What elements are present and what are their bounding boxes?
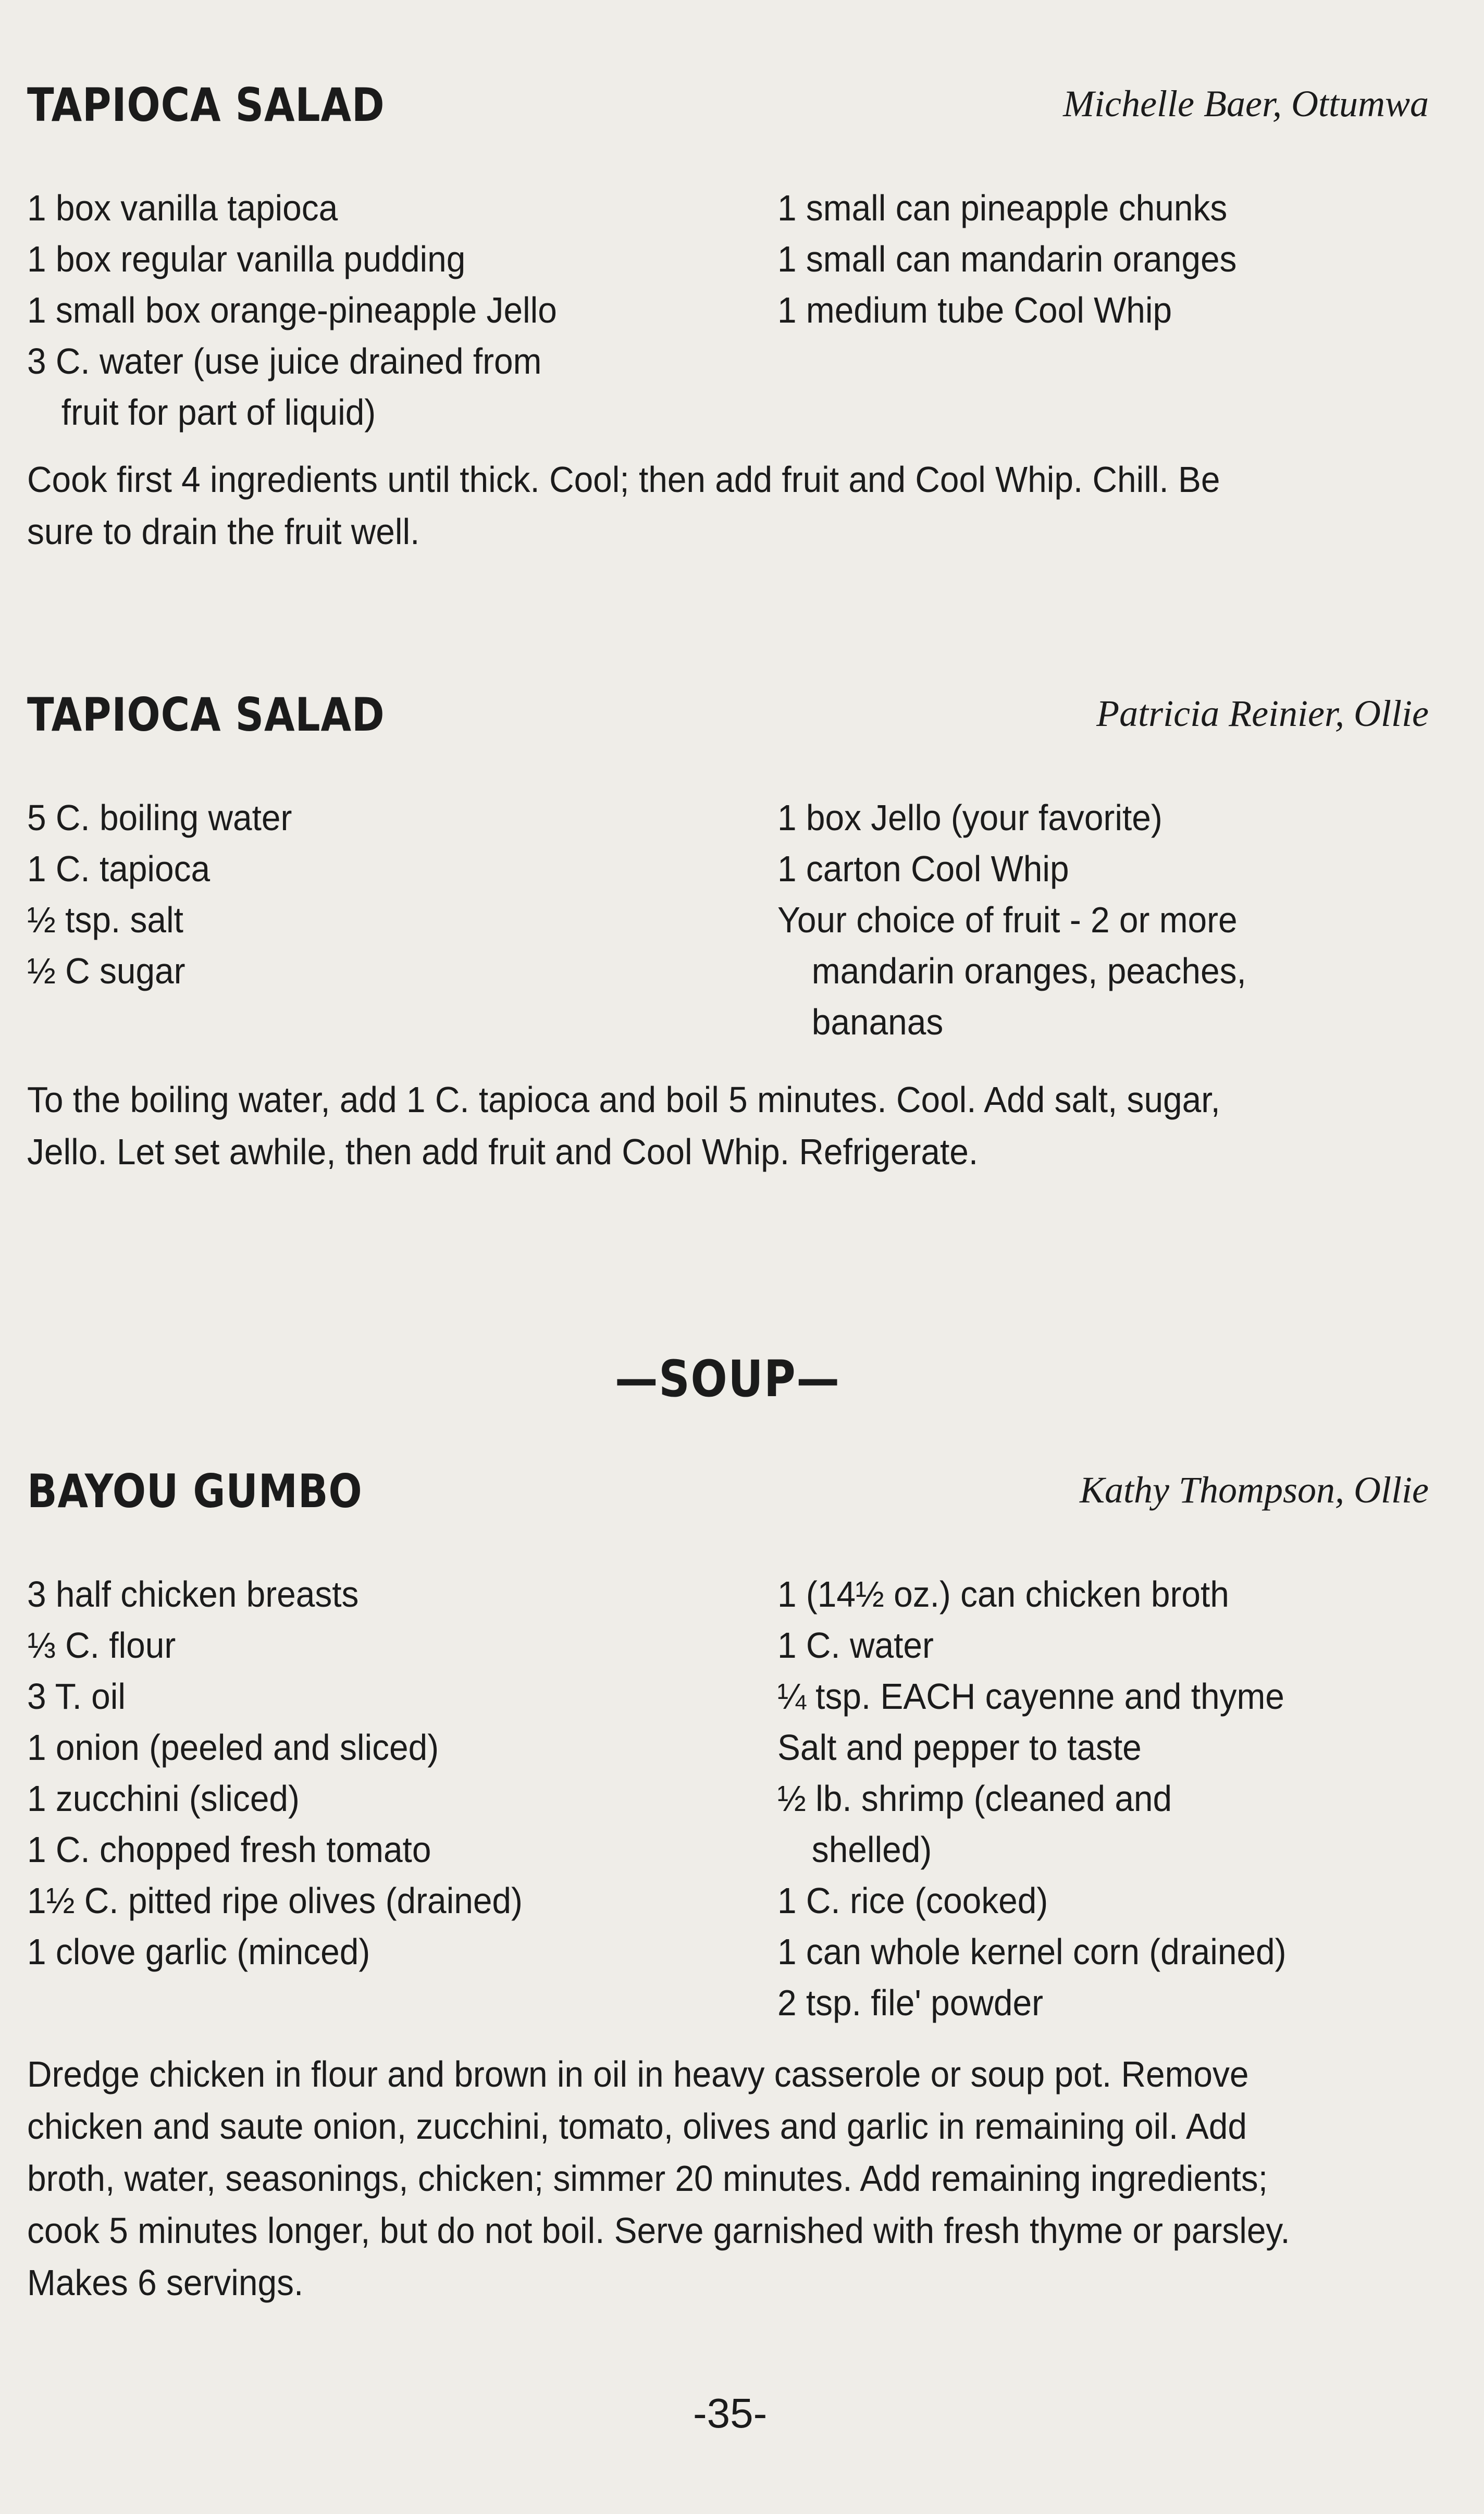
recipe-title: TAPIOCA SALAD <box>27 688 385 742</box>
instruction-line: To the boiling water, add 1 C. tapioca and boil 5 minutes. Cool. Add salt, sugar, <box>27 1079 1220 1120</box>
recipe-bayou-gumbo <box>27 1464 1429 2309</box>
recipe-author: Kathy Thompson, Ollie <box>1079 1469 1429 1511</box>
instruction-line: broth, water, seasonings, chicken; simmer 20 minutes. Add remaining ingredients; <box>27 2158 1268 2199</box>
ingredient-line: 1 box regular vanilla pudding <box>27 239 466 279</box>
ingredient-line: 1 C. rice (cooked) <box>777 1880 1048 1921</box>
ingredient-line: 1 small can pineapple chunks <box>777 188 1228 228</box>
ingredient-line: 1½ C. pitted ripe olives (drained) <box>27 1880 523 1921</box>
ingredient-line: 1 C. chopped fresh tomato <box>27 1829 431 1870</box>
instruction-line: Cook first 4 ingredients until thick. Cool; then add fruit and Cool Whip. Chill. Be <box>27 459 1220 500</box>
ingredients-right <box>777 182 1455 336</box>
recipe-author: Michelle Baer, Ottumwa <box>1063 83 1429 125</box>
ingredient-line: ¼ tsp. EACH cayenne and thyme <box>777 1676 1284 1717</box>
ingredient-line: 1 zucchini (sliced) <box>27 1778 300 1819</box>
ingredient-line: ½ tsp. salt <box>27 899 183 940</box>
ingredient-line: 1 box Jello (your favorite) <box>777 797 1163 838</box>
ingredient-line: 1 clove garlic (minced) <box>27 1931 370 1972</box>
ingredient-line: ½ C sugar <box>27 951 186 991</box>
section-heading-soup: —SOUP— <box>615 1350 840 1408</box>
instruction-line: sure to drain the fruit well. <box>27 511 420 552</box>
recipe-header <box>27 688 1429 761</box>
ingredient-columns <box>27 792 1429 1058</box>
instruction-line: chicken and saute onion, zucchini, tomato, olives and garlic in remaining oil. Add <box>27 2106 1247 2147</box>
ingredient-line: 1 C. tapioca <box>27 848 211 889</box>
recipe-title: BAYOU GUMBO <box>27 1464 363 1518</box>
recipe-instructions <box>27 453 1428 558</box>
ingredient-line: mandarin oranges, peaches, <box>811 951 1246 991</box>
recipe-instructions <box>27 1074 1428 1178</box>
ingredient-line: ½ lb. shrimp (cleaned and <box>777 1778 1172 1819</box>
ingredient-line: 1 can whole kernel corn (drained) <box>777 1931 1287 1972</box>
ingredient-line: Salt and pepper to taste <box>777 1727 1142 1768</box>
instruction-line: Jello. Let set awhile, then add fruit and Cool Whip. Refrigerate. <box>27 1131 979 1172</box>
ingredients-left <box>27 792 757 996</box>
ingredient-line: 1 small box orange-pineapple Jello <box>27 290 557 330</box>
recipe-tapioca-salad-2 <box>27 688 1429 1178</box>
ingredient-line: 5 C. boiling water <box>27 797 292 838</box>
ingredient-line: 2 tsp. file' powder <box>777 1982 1043 2023</box>
recipe-header <box>27 78 1429 151</box>
ingredient-line: 1 C. water <box>777 1625 934 1666</box>
instruction-line: Dredge chicken in flour and brown in oil in heavy casserole or soup pot. Remove <box>27 2054 1249 2094</box>
recipe-tapioca-salad-1 <box>27 78 1429 558</box>
ingredient-line: 1 onion (peeled and sliced) <box>27 1727 439 1768</box>
ingredient-columns <box>27 182 1429 443</box>
recipe-instructions <box>27 2048 1428 2309</box>
ingredient-line: 1 medium tube Cool Whip <box>777 290 1172 330</box>
ingredient-line: 1 (14½ oz.) can chicken broth <box>777 1574 1229 1615</box>
ingredient-columns <box>27 1569 1429 2032</box>
ingredient-line: 3 C. water (use juice drained from <box>27 341 542 381</box>
ingredients-left <box>27 1569 757 1977</box>
recipe-title: TAPIOCA SALAD <box>27 78 385 132</box>
ingredient-line: bananas <box>811 1002 944 1042</box>
ingredient-line: 1 box vanilla tapioca <box>27 188 338 228</box>
ingredient-line: 3 half chicken breasts <box>27 1574 359 1615</box>
ingredient-line: shelled) <box>811 1829 932 1870</box>
page-number: -35- <box>693 2390 768 2436</box>
ingredient-line: fruit for part of liquid) <box>61 392 376 433</box>
ingredient-line: ⅓ C. flour <box>27 1625 176 1666</box>
ingredients-right <box>777 792 1455 1048</box>
recipe-header <box>27 1464 1429 1537</box>
ingredient-line: 3 T. oil <box>27 1676 126 1717</box>
ingredient-line: Your choice of fruit - 2 or more <box>777 899 1238 940</box>
ingredients-left <box>27 182 757 438</box>
recipe-author: Patricia Reinier, Ollie <box>1096 693 1429 734</box>
ingredient-line: 1 small can mandarin oranges <box>777 239 1237 279</box>
ingredients-right <box>777 1569 1455 2028</box>
instruction-line: Makes 6 servings. <box>27 2262 304 2303</box>
ingredient-line: 1 carton Cool Whip <box>777 848 1069 889</box>
instruction-line: cook 5 minutes longer, but do not boil. Serve garnished with fresh thyme or parsley. <box>27 2210 1290 2251</box>
